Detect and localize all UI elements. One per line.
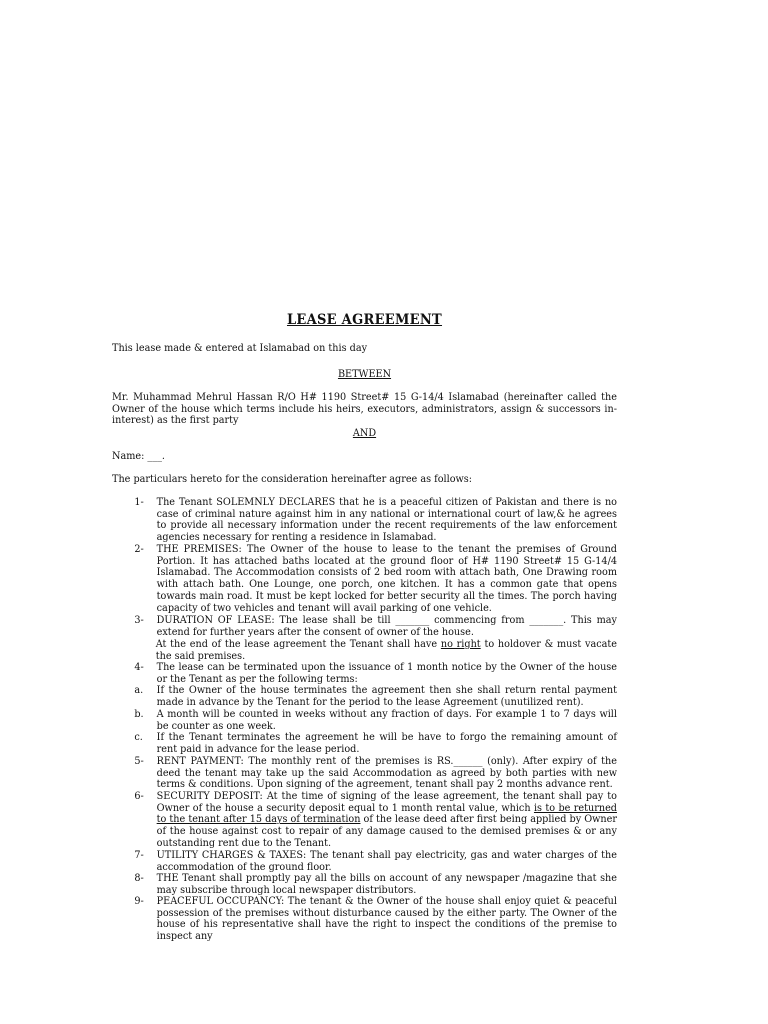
deposit-text-start: SECURITY DEPOSIT: At the time of signing of the lease agreement, the tenant shall pay to Owner of the house a security deposit equal to 1 month rental value, which — [156, 790, 617, 814]
term-b — [134, 709, 617, 732]
clause-6 — [134, 791, 617, 850]
document-title: LEASE AGREEMENT — [286, 312, 443, 328]
clause-number: 2- — [134, 543, 144, 555]
clause-number: 8- — [134, 872, 144, 884]
clause-5 — [134, 756, 617, 791]
clause-number: 6- — [134, 790, 144, 802]
term-text: A month will be counted in weeks without any fraction of days. For example 1 to 7 days will be counter as one week. — [156, 708, 617, 732]
clause-9 — [134, 896, 617, 943]
clause-7 — [134, 850, 617, 873]
clause-text: DURATION OF LEASE: The lease shall be till _______ commencing from _______. This may extend for further years after the consent of owner of the house. — [156, 614, 617, 638]
term-letter: a. — [134, 684, 144, 696]
deposit-underlined: is to be returned to the tenant after 15 days of termination — [156, 801, 617, 826]
clause-1 — [134, 497, 617, 544]
term-text: If the Tenant terminates the agreement he will be have to forgo the remaining amount of rent paid in advance for the lease period. — [156, 731, 617, 755]
clause-text — [157, 791, 617, 850]
clause-4 — [134, 662, 617, 685]
term-text: If the Owner of the house terminates the agreement then she shall return rental payment made in advance by the Tenant for the period to the lease Agreement (unutilized rent). — [156, 684, 617, 708]
intro-line: This lease made & entered at Islamabad on this day — [112, 342, 368, 354]
particulars-line: The particulars hereto for the consideration hereinafter agree as follows: — [112, 473, 473, 485]
clause-text: RENT PAYMENT: The monthly rent of the premises is RS.______ (only). After expiry of the deed the tenant may take up the said Accommodation as agreed by both parties with new terms & conditions. Upon signing of the agreement, tenant shall pay 2 months advance rent. — [156, 755, 617, 791]
term-c — [134, 732, 617, 755]
clause-number: 4- — [134, 661, 144, 673]
clause-text: THE Tenant shall promptly pay all the bills on account of any newspaper /magazine that she may subscribe through local newspaper distributors. — [156, 872, 617, 896]
clause-number: 5- — [134, 755, 144, 767]
clause-3 — [134, 615, 617, 638]
tenant-name-line: Name: ___. — [112, 450, 165, 462]
clause-text: The lease can be terminated upon the issuance of 1 month notice by the Owner of the house or the Tenant as per the following terms: — [156, 661, 617, 685]
clause-2 — [134, 544, 617, 614]
clause-text: UTILITY CHARGES & TAXES: The tenant shall pay electricity, gas and water charges of the accommodation of the ground floor. — [156, 849, 617, 873]
clause-text: PEACEFUL OCCUPANCY: The tenant & the Owner of the house shall enjoy quiet & peaceful possession of the premises without disturbance caused by the either party. The Owner of the house of his representative shall have the right to inspect the conditions of the premise to inspect any — [156, 895, 617, 943]
between-heading: BETWEEN — [337, 368, 392, 380]
term-letter: b. — [134, 708, 144, 720]
holdover-text-start: At the end of the lease agreement the Tenant shall have — [155, 638, 441, 650]
clause-number: 3- — [134, 614, 144, 626]
deposit-text-end: of the lease deed after first being applied by Owner of the house against cost to repair of any damage caused to the demised premises & or any outstanding rent due to the Tenant. — [156, 813, 617, 849]
clause-3-holdover — [156, 639, 617, 662]
term-a — [134, 685, 617, 708]
first-party-paragraph: Mr. Muhammad Mehrul Hassan R/O H# 1190 Street# 15 G-14/4 Islamabad (hereinafter called the Owner of the house which terms include his heirs, executors, administrators, assign & successors in-interest) as the first party — [112, 391, 617, 427]
clause-text: The Tenant SOLEMNLY DECLARES that he is a peaceful citizen of Pakistan and there is no case of criminal nature against him in any national or international court of law,& he agrees to provide all necessary information under the recent requirements of the law enforcement agencies necessary for renting a residence in Islamabad. — [156, 496, 617, 544]
term-letter: c. — [134, 731, 143, 743]
holdover-text-end: to holdover & must vacate the said premises. — [155, 638, 617, 662]
clause-number: 1- — [134, 496, 144, 508]
and-heading: AND — [352, 427, 377, 439]
clause-8 — [134, 873, 617, 896]
clause-number: 7- — [134, 849, 144, 861]
clause-number: 9- — [134, 895, 144, 907]
holdover-underlined: no right — [440, 638, 481, 650]
clause-text: THE PREMISES: The Owner of the house to lease to the tenant the premises of Ground Portion. It has attached baths located at the ground floor of H# 1190 Street# 15 G-14/4 Islamabad. The Accommodation consists of 2 bed room with attach bath, One Drawing room with attach bath. One Lounge, one porch, one kitchen. It has a common gate that opens towards main road. It must be kept locked for better security all the times. The porch having capacity of two vehicles and tenant will avail parking of one vehicle. — [156, 543, 617, 614]
